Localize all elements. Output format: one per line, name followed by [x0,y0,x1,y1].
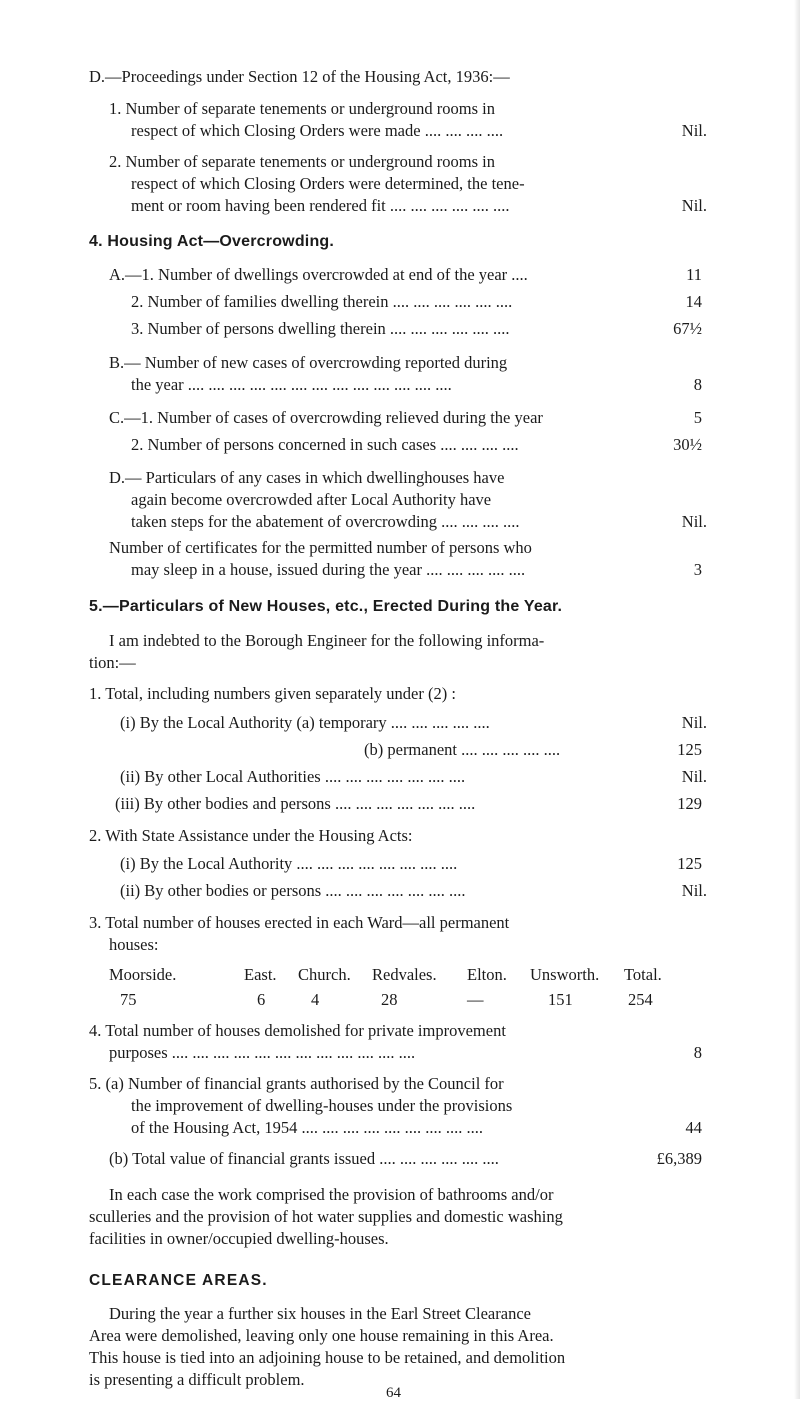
certificates-line2: may sleep in a house, issued during the year .... .... .... .... .... [131,560,526,579]
overcrowding-d-line1: D.— Particulars of any cases in which dwellinghouses have [109,468,505,487]
total-2-ii-value: Nil. [681,881,707,900]
new-houses-heading: 5.—Particulars of New Houses, etc., Erected During the Year. [89,598,563,615]
overcrowding-a1-value: 11 [686,265,702,284]
ward-header: East. [244,965,277,984]
overcrowding-c1: C.—1. Number of cases of overcrowding relieved during the year [109,408,543,427]
page-number: 64 [386,1385,401,1401]
total-1-i-a: (i) By the Local Authority (a) temporary .... .... .... .... .... [120,713,490,732]
overcrowding-a2-value: 14 [685,292,702,311]
total-5a-line1: 5. (a) Number of financial grants authorised by the Council for [89,1074,504,1093]
overcrowding-d-value: Nil. [681,512,707,531]
clearance-line1: During the year a further six houses in the Earl Street Clearance [109,1304,531,1323]
section-d-item1-line2: respect of which Closing Orders were made .... .... .... .... [131,121,504,140]
overcrowding-a3: 3. Number of persons dwelling therein .... .... .... .... .... .... [131,319,510,338]
total-4-line2: purposes .... .... .... .... .... .... .... .... .... .... .... .... [109,1043,416,1062]
total-1-i-b-value: 125 [677,740,702,759]
page-edge-shadow [794,0,800,1399]
ward-header: Church. [298,965,351,984]
total-3-line1: 3. Total number of houses erected in each Ward—all permanent [89,913,510,932]
clearance-line4: is presenting a difficult problem. [89,1370,305,1389]
total-4-value: 8 [693,1043,702,1062]
total-1-iii-value: 129 [677,794,702,813]
overcrowding-d-line2: again become overcrowded after Local Authority have [131,490,492,509]
total-2-i-value: 125 [677,854,702,873]
overcrowding-c2: 2. Number of persons concerned in such cases .... .... .... .... [131,435,519,454]
intro-line1: I am indebted to the Borough Engineer for the following informa- [109,631,545,650]
total-5a-line2: the improvement of dwelling-houses under the provisions [131,1096,513,1115]
ward-header: Total. [624,965,662,984]
paragraph-line1: In each case the work comprised the provision of bathrooms and/or [109,1185,554,1204]
ward-value: 6 [257,990,266,1009]
section-d-heading: D.—Proceedings under Section 12 of the Housing Act, 1936:— [89,67,510,86]
ward-value: 254 [628,990,653,1009]
total-1: 1. Total, including numbers given separately under (2) : [89,684,456,703]
overcrowding-heading: 4. Housing Act—Overcrowding. [89,233,335,250]
total-2: 2. With State Assistance under the Housing Acts: [89,826,413,845]
total-5a-line3: of the Housing Act, 1954 .... .... .... .... .... .... .... .... .... [131,1118,483,1137]
section-d-item2-line2: respect of which Closing Orders were determined, the tene- [131,174,525,193]
clearance-heading: CLEARANCE AREAS. [89,1272,268,1289]
certificates-line1: Number of certificates for the permitted number of persons who [109,538,532,557]
total-3-line2: houses: [109,935,159,954]
overcrowding-d-line3: taken steps for the abatement of overcrowding .... .... .... .... [131,512,520,531]
ward-value: 151 [548,990,573,1009]
overcrowding-a2: 2. Number of families dwelling therein .... .... .... .... .... .... [131,292,513,311]
paragraph-line3: facilities in owner/occupied dwelling-houses. [89,1229,389,1248]
ward-value: 28 [381,990,398,1009]
total-1-i-b: (b) permanent .... .... .... .... .... [364,740,561,759]
overcrowding-c1-value: 5 [693,408,702,427]
total-5b-value: £6,389 [656,1149,702,1168]
overcrowding-a1: A.—1. Number of dwellings overcrowded at end of the year .... [109,265,528,284]
total-1-i-a-value: Nil. [681,713,707,732]
total-5b: (b) Total value of financial grants issued .... .... .... .... .... .... [109,1149,499,1168]
total-2-ii: (ii) By other bodies or persons .... .... .... .... .... .... .... [120,881,466,900]
clearance-line3: This house is tied into an adjoining house to be retained, and demolition [89,1348,566,1367]
clearance-line2: Area were demolished, leaving only one house remaining in this Area. [89,1326,554,1345]
total-2-i: (i) By the Local Authority .... .... .... .... .... .... .... .... [120,854,458,873]
ward-header: Unsworth. [530,965,600,984]
ward-header: Moorside. [109,965,177,984]
overcrowding-b-line2: the year .... .... .... .... .... .... .... .... .... .... .... .... .... [131,375,452,394]
overcrowding-b-value: 8 [693,375,702,394]
certificates-value: 3 [693,560,702,579]
overcrowding-a3-value: 67½ [673,319,702,338]
overcrowding-b-line1: B.— Number of new cases of overcrowding reported during [109,353,508,372]
overcrowding-c2-value: 30½ [673,435,702,454]
ward-value: — [467,990,484,1009]
total-1-ii-value: Nil. [681,767,707,786]
total-4-line1: 4. Total number of houses demolished for private improvement [89,1021,506,1040]
section-d-item2-line3: ment or room having been rendered fit .... .... .... .... .... .... [131,196,510,215]
section-d-item1-value: Nil. [681,121,707,140]
total-5a-value: 44 [685,1118,702,1137]
total-1-ii: (ii) By other Local Authorities .... .... .... .... .... .... .... [120,767,466,786]
paragraph-line2: sculleries and the provision of hot water supplies and domestic washing [89,1207,563,1226]
ward-header: Redvales. [372,965,437,984]
ward-header: Elton. [467,965,507,984]
section-d-item2-value: Nil. [681,196,707,215]
total-1-iii: (iii) By other bodies and persons .... .... .... .... .... .... .... [115,794,476,813]
ward-value: 75 [120,990,137,1009]
intro-line2: tion:— [89,653,136,672]
ward-value: 4 [311,990,320,1009]
section-d-item2-line1: 2. Number of separate tenements or underground rooms in [109,152,495,171]
section-d-item1-line1: 1. Number of separate tenements or underground rooms in [109,99,495,118]
